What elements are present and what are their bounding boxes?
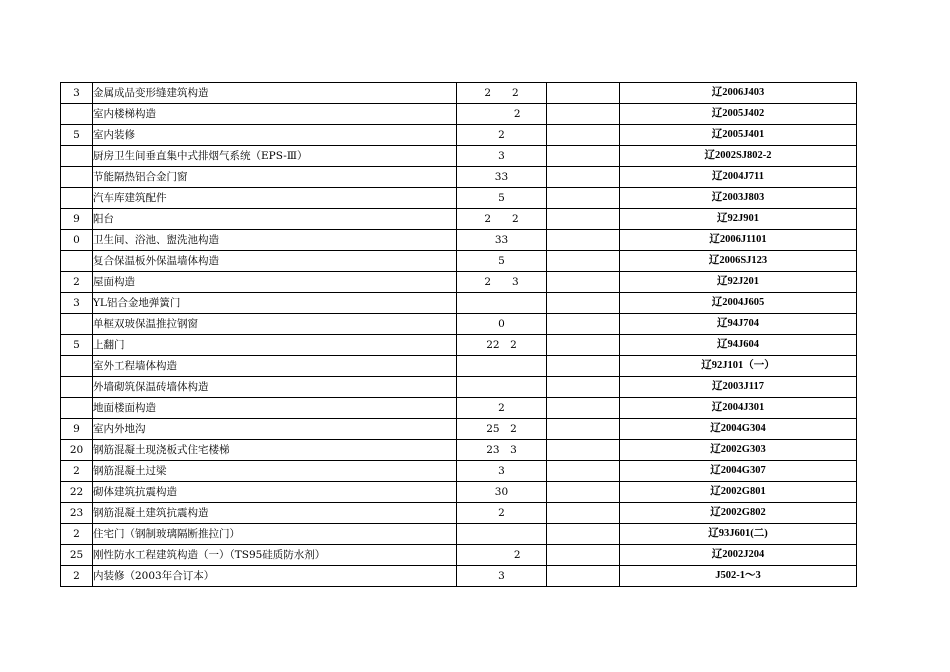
table-row xyxy=(61,125,857,146)
blank-cell xyxy=(547,545,620,566)
row-number: 2 xyxy=(61,272,93,293)
standard-name: 住宅门（钢制玻璃隔断推拉门） xyxy=(93,524,457,545)
blank-cell xyxy=(547,125,620,146)
standard-code: 辽2004G307 xyxy=(620,461,857,482)
quantity: 2 xyxy=(457,125,547,146)
blank-cell xyxy=(547,167,620,188)
standard-name: 钢筋混凝土过梁 xyxy=(93,461,457,482)
standard-code: 辽2006J1101 xyxy=(620,230,857,251)
blank-cell xyxy=(547,146,620,167)
quantity: 3 xyxy=(457,566,547,587)
row-number xyxy=(61,314,93,335)
blank-cell xyxy=(547,335,620,356)
table-row xyxy=(61,335,857,356)
table-row xyxy=(61,503,857,524)
quantity: 2 3 xyxy=(457,272,547,293)
table-row xyxy=(61,461,857,482)
row-number: 20 xyxy=(61,440,93,461)
row-number xyxy=(61,188,93,209)
table-row xyxy=(61,272,857,293)
standard-code: 辽2002G303 xyxy=(620,440,857,461)
standard-name: 地面楼面构造 xyxy=(93,398,457,419)
standard-name: YL铝合金地弹簧门 xyxy=(93,293,457,314)
quantity: 2 2 xyxy=(457,209,547,230)
standard-code: 辽2002J204 xyxy=(620,545,857,566)
standard-name: 内装修（2003年合订本） xyxy=(93,566,457,587)
quantity xyxy=(457,377,547,398)
standard-name: 钢筋混凝土建筑抗震构造 xyxy=(93,503,457,524)
standard-code: 辽2004J711 xyxy=(620,167,857,188)
row-number: 9 xyxy=(61,419,93,440)
standard-name: 汽车库建筑配件 xyxy=(93,188,457,209)
row-number: 5 xyxy=(61,335,93,356)
standard-code: 辽2004J301 xyxy=(620,398,857,419)
blank-cell xyxy=(547,524,620,545)
blank-cell xyxy=(547,251,620,272)
quantity: 2 xyxy=(457,104,547,125)
row-number: 23 xyxy=(61,503,93,524)
table-row xyxy=(61,377,857,398)
standard-name: 上翻门 xyxy=(93,335,457,356)
standard-code: 辽2002SJ802-2 xyxy=(620,146,857,167)
blank-cell xyxy=(547,188,620,209)
standard-code: 辽93J601(二) xyxy=(620,524,857,545)
table-row xyxy=(61,566,857,587)
row-number xyxy=(61,356,93,377)
quantity: 2 xyxy=(457,398,547,419)
standards-table-body xyxy=(61,83,857,587)
blank-cell xyxy=(547,398,620,419)
quantity: 23 3 xyxy=(457,440,547,461)
quantity xyxy=(457,356,547,377)
standard-name: 室内外地沟 xyxy=(93,419,457,440)
standard-name: 钢筋混凝土现浇板式住宅楼梯 xyxy=(93,440,457,461)
standard-name: 复合保温板外保温墙体构造 xyxy=(93,251,457,272)
standard-name: 阳台 xyxy=(93,209,457,230)
table-row xyxy=(61,356,857,377)
row-number xyxy=(61,251,93,272)
standard-code: 辽2006J403 xyxy=(620,83,857,104)
standard-code: 辽92J901 xyxy=(620,209,857,230)
quantity: 5 xyxy=(457,188,547,209)
row-number xyxy=(61,167,93,188)
standard-code: 辽2002G802 xyxy=(620,503,857,524)
table-row xyxy=(61,146,857,167)
quantity: 30 xyxy=(457,482,547,503)
standard-code: J502-1～3 xyxy=(620,566,857,587)
table-row xyxy=(61,398,857,419)
table-row xyxy=(61,482,857,503)
blank-cell xyxy=(547,377,620,398)
table-row xyxy=(61,293,857,314)
table-row xyxy=(61,83,857,104)
quantity: 3 xyxy=(457,461,547,482)
standard-name: 室内装修 xyxy=(93,125,457,146)
blank-cell xyxy=(547,104,620,125)
standard-name: 单框双玻保温推拉钢窗 xyxy=(93,314,457,335)
standards-table xyxy=(60,82,857,587)
row-number: 5 xyxy=(61,125,93,146)
standard-name: 室内楼梯构造 xyxy=(93,104,457,125)
standard-name: 厨房卫生间垂直集中式排烟气系统（EPS-Ⅲ） xyxy=(93,146,457,167)
row-number xyxy=(61,104,93,125)
standard-code: 辽2005J402 xyxy=(620,104,857,125)
row-number: 25 xyxy=(61,545,93,566)
standard-code: 辽94J604 xyxy=(620,335,857,356)
standard-code: 辽2006SJ123 xyxy=(620,251,857,272)
table-row xyxy=(61,104,857,125)
table-row xyxy=(61,188,857,209)
standard-name: 外墙砌筑保温砖墙体构造 xyxy=(93,377,457,398)
row-number: 2 xyxy=(61,524,93,545)
blank-cell xyxy=(547,314,620,335)
blank-cell xyxy=(547,440,620,461)
table-row xyxy=(61,419,857,440)
table-row xyxy=(61,167,857,188)
quantity: 3 xyxy=(457,146,547,167)
quantity: 22 2 xyxy=(457,335,547,356)
blank-cell xyxy=(547,209,620,230)
standard-code: 辽2003J117 xyxy=(620,377,857,398)
row-number: 0 xyxy=(61,230,93,251)
blank-cell xyxy=(547,503,620,524)
blank-cell xyxy=(547,356,620,377)
table-row xyxy=(61,524,857,545)
standard-name: 金属成品变形缝建筑构造 xyxy=(93,83,457,104)
table-row xyxy=(61,209,857,230)
row-number: 2 xyxy=(61,566,93,587)
quantity: 5 xyxy=(457,251,547,272)
standard-name: 室外工程墙体构造 xyxy=(93,356,457,377)
quantity: 0 xyxy=(457,314,547,335)
standard-name: 屋面构造 xyxy=(93,272,457,293)
standard-code: 辽2003J803 xyxy=(620,188,857,209)
table-row xyxy=(61,230,857,251)
standard-code: 辽92J101（一） xyxy=(620,356,857,377)
quantity: 2 xyxy=(457,503,547,524)
table-row xyxy=(61,545,857,566)
quantity: 25 2 xyxy=(457,419,547,440)
quantity: 33 xyxy=(457,167,547,188)
blank-cell xyxy=(547,482,620,503)
standard-code: 辽2005J401 xyxy=(620,125,857,146)
row-number xyxy=(61,398,93,419)
blank-cell xyxy=(547,230,620,251)
blank-cell xyxy=(547,83,620,104)
standard-name: 卫生间、浴池、盥洗池构造 xyxy=(93,230,457,251)
row-number: 22 xyxy=(61,482,93,503)
row-number: 3 xyxy=(61,293,93,314)
quantity xyxy=(457,293,547,314)
row-number: 2 xyxy=(61,461,93,482)
quantity: 33 xyxy=(457,230,547,251)
quantity: 2 xyxy=(457,545,547,566)
row-number: 9 xyxy=(61,209,93,230)
standard-code: 辽2002G801 xyxy=(620,482,857,503)
blank-cell xyxy=(547,461,620,482)
row-number: 3 xyxy=(61,83,93,104)
row-number xyxy=(61,146,93,167)
standard-code: 辽2004J605 xyxy=(620,293,857,314)
standard-code: 辽92J201 xyxy=(620,272,857,293)
quantity: 2 2 xyxy=(457,83,547,104)
row-number xyxy=(61,377,93,398)
standard-name: 节能隔热铝合金门窗 xyxy=(93,167,457,188)
standard-name: 刚性防水工程建筑构造（一）（TS95硅质防水剂） xyxy=(93,545,457,566)
standard-name: 砌体建筑抗震构造 xyxy=(93,482,457,503)
blank-cell xyxy=(547,566,620,587)
blank-cell xyxy=(547,293,620,314)
quantity xyxy=(457,524,547,545)
table-row xyxy=(61,440,857,461)
blank-cell xyxy=(547,272,620,293)
table-row xyxy=(61,314,857,335)
standard-code: 辽94J704 xyxy=(620,314,857,335)
blank-cell xyxy=(547,419,620,440)
table-row xyxy=(61,251,857,272)
standard-code: 辽2004G304 xyxy=(620,419,857,440)
